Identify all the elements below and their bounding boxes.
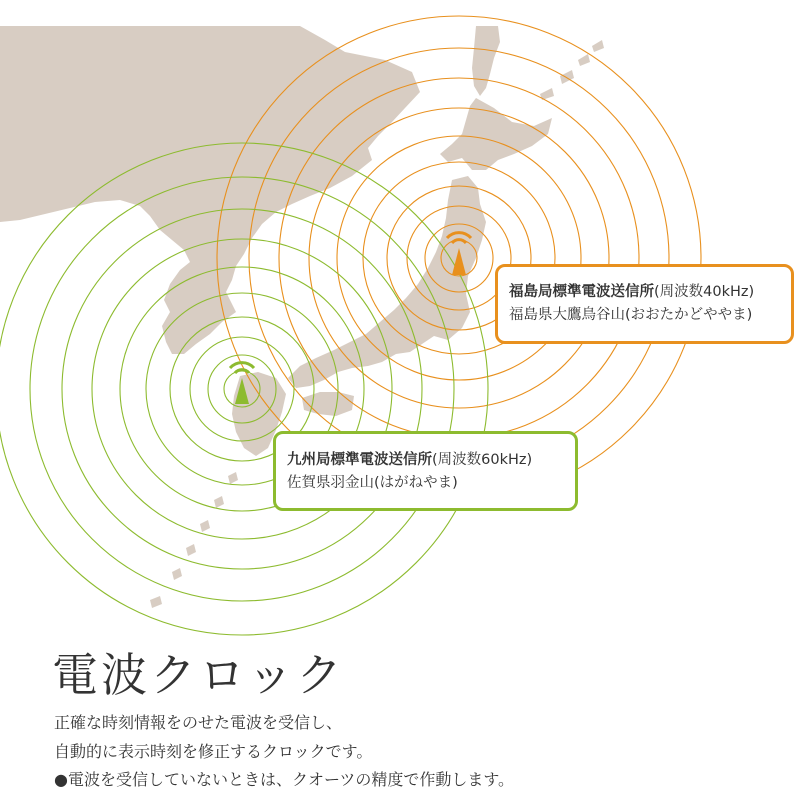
- description-note: ●電波を受信していないときは、クオーツの精度で作動します。: [54, 770, 515, 789]
- callout-fukushima-frequency: (周波数40kHz): [654, 284, 755, 300]
- ryukyu-islands: [150, 472, 238, 608]
- callout-fukushima-location: 福島県大鷹鳥谷山(おおたかどややま): [509, 307, 753, 323]
- callout-kyushu-frequency: (周波数60kHz): [432, 452, 533, 468]
- hokkaido: [440, 98, 552, 170]
- callout-kyushu-station-line: [287, 449, 575, 472]
- mainland-asia: [0, 26, 420, 354]
- description-line-2: 自動的に表示時刻を修正するクロックです。: [54, 742, 373, 761]
- callout-fukushima-station-line: [509, 281, 791, 304]
- callout-fukushima: [495, 264, 794, 344]
- callout-kyushu: [273, 431, 578, 511]
- callout-kyushu-station: 九州局標準電波送信所: [287, 452, 432, 468]
- kuril-islands: [540, 40, 604, 100]
- sakhalin: [472, 26, 500, 96]
- description-line-1: 正確な時刻情報をのせた電波を受信し、: [54, 713, 343, 732]
- callout-kyushu-location: 佐賀県羽金山(はがねやま): [287, 475, 458, 491]
- callout-fukushima-station: 福島局標準電波送信所: [509, 284, 654, 300]
- page-title: 電波クロック: [52, 648, 346, 702]
